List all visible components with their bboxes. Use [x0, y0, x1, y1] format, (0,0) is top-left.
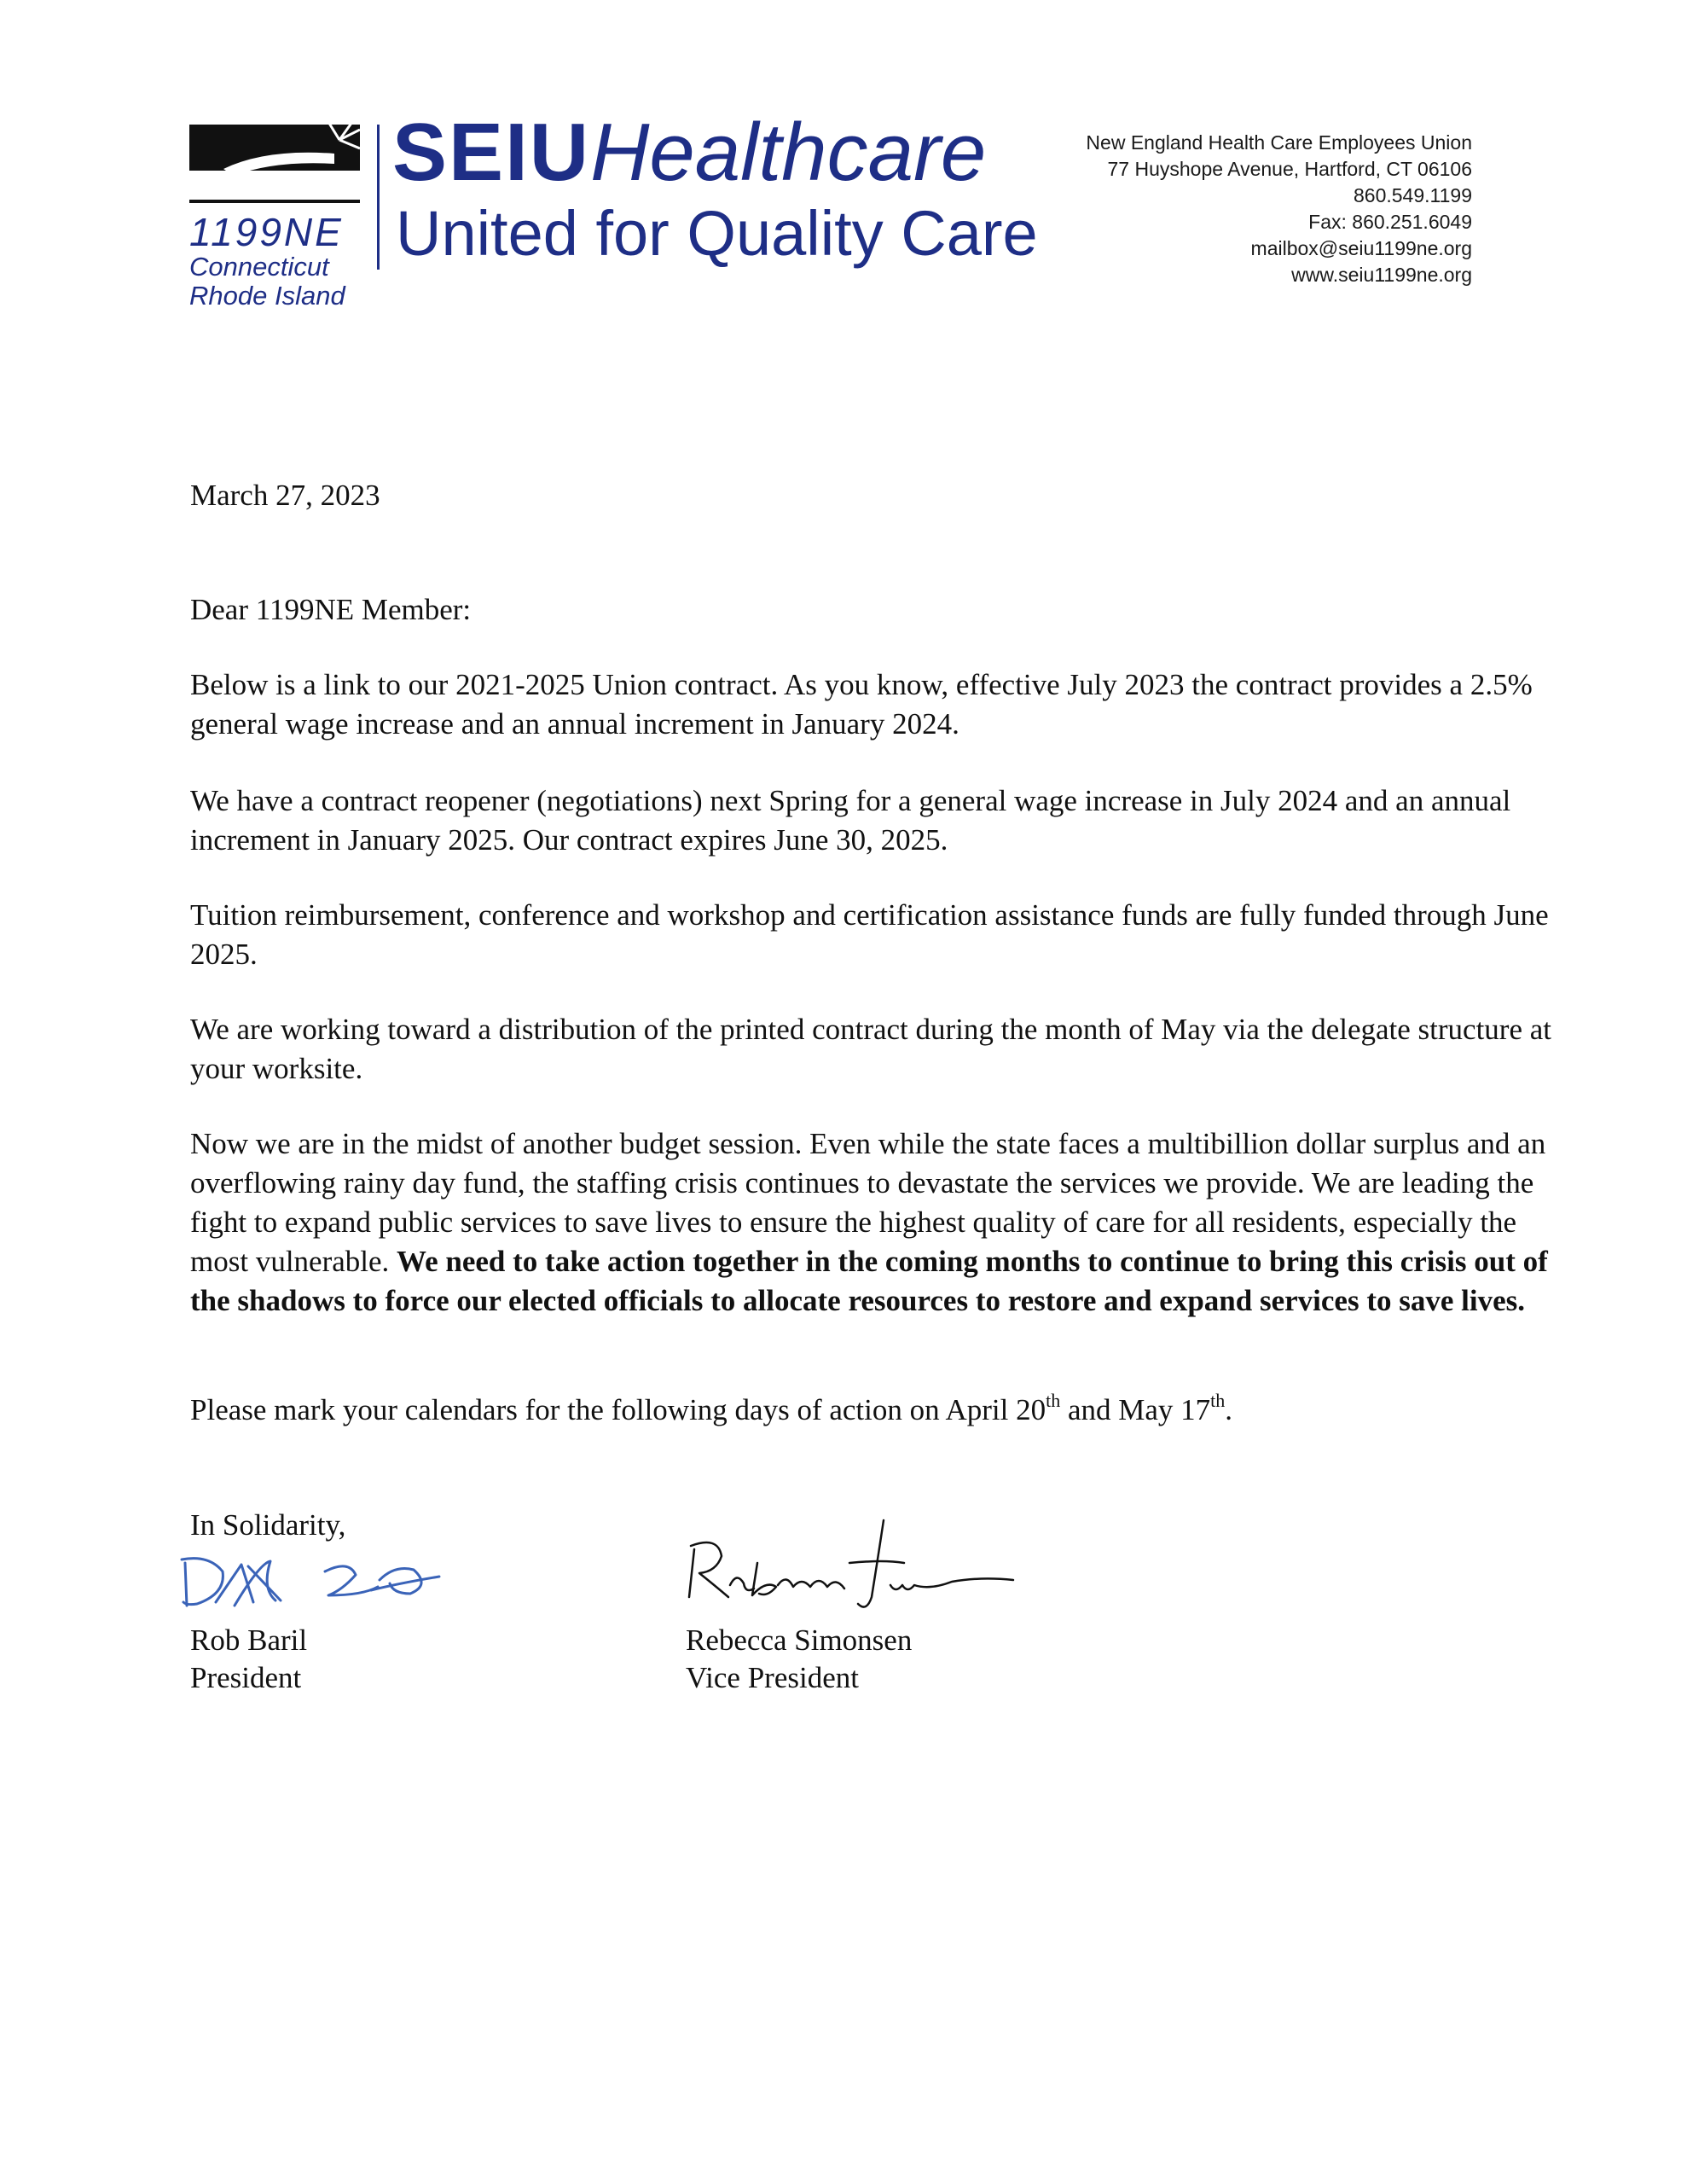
signature-rob-baril	[175, 1546, 465, 1616]
brand-tagline: United for Quality Care	[396, 198, 1038, 269]
signatory-2-name: Rebecca Simonsen	[686, 1623, 913, 1657]
paragraph-5	[190, 1124, 1572, 1321]
address-phone: 860.549.1199	[1354, 184, 1472, 206]
brand-seiu: SEIU	[392, 107, 591, 198]
paragraph-2: We have a contract reopener (negotiations) next Spring for a general wage increase in July 2024 and an annual increment in January 2025. Our contract expires June 30, 2025.	[190, 784, 1511, 857]
paragraph-6: Please mark your calendars for the following days of action on April 20th and May 17th.	[190, 1390, 1233, 1426]
address-street: 77 Huyshope Avenue, Hartford, CT 06106	[1107, 158, 1472, 180]
brand-name	[392, 106, 986, 200]
brand-healthcare: Healthcare	[590, 107, 987, 198]
closing: In Solidarity,	[190, 1508, 346, 1542]
paragraph-1: Below is a link to our 2021-2025 Union contract. As you know, effective July 2023 the contract provides a 2.5% general wage increase and an annual increment in January 2024.	[190, 668, 1533, 741]
logo-state-rhode-island: Rhode Island	[189, 281, 345, 311]
logo-state-connecticut: Connecticut	[189, 252, 329, 282]
salutation: Dear 1199NE Member:	[190, 593, 472, 626]
paragraph-4: We are working toward a distribution of the printed contract during the month of May via the delegate structure at your worksite.	[190, 1013, 1551, 1085]
address-org: New England Health Care Employees Union	[1086, 131, 1472, 154]
paragraph-3: Tuition reimbursement, conference and workshop and certification assistance funds are fully funded through June 2025.	[190, 898, 1549, 971]
logo-divider	[377, 125, 380, 270]
letter-date: March 27, 2023	[190, 479, 380, 512]
signature-rebecca-simonsen	[682, 1512, 1023, 1614]
address-website: www.seiu1199ne.org	[1291, 264, 1472, 286]
address-email: mailbox@seiu1199ne.org	[1250, 237, 1472, 259]
paragraph-5-text: Now we are in the midst of another budget session. Even while the state faces a multibillion dollar surplus and an overflowing rainy day fund, the staffing crisis continues to devastate the services we provide. We are leading the fight to expand public services to save lives to ensure the highest quality of care for all residents, especially the most vulnerable.	[190, 1127, 1546, 1278]
signatory-1-name: Rob Baril	[190, 1623, 308, 1657]
signatory-1-title: President	[190, 1661, 302, 1694]
logo-code: 1199NE	[189, 210, 344, 254]
signatory-2-title: Vice President	[686, 1661, 859, 1694]
address-fax: Fax: 860.251.6049	[1308, 211, 1472, 233]
sender-address	[1086, 130, 1472, 288]
paragraph-5-emphasis: We need to take action together in the coming months to continue to bring this crisis out of the shadows to force our elected officials to allocate resources to restore and expand services to save lives.	[190, 1245, 1548, 1317]
union-logo-icon	[189, 114, 360, 217]
